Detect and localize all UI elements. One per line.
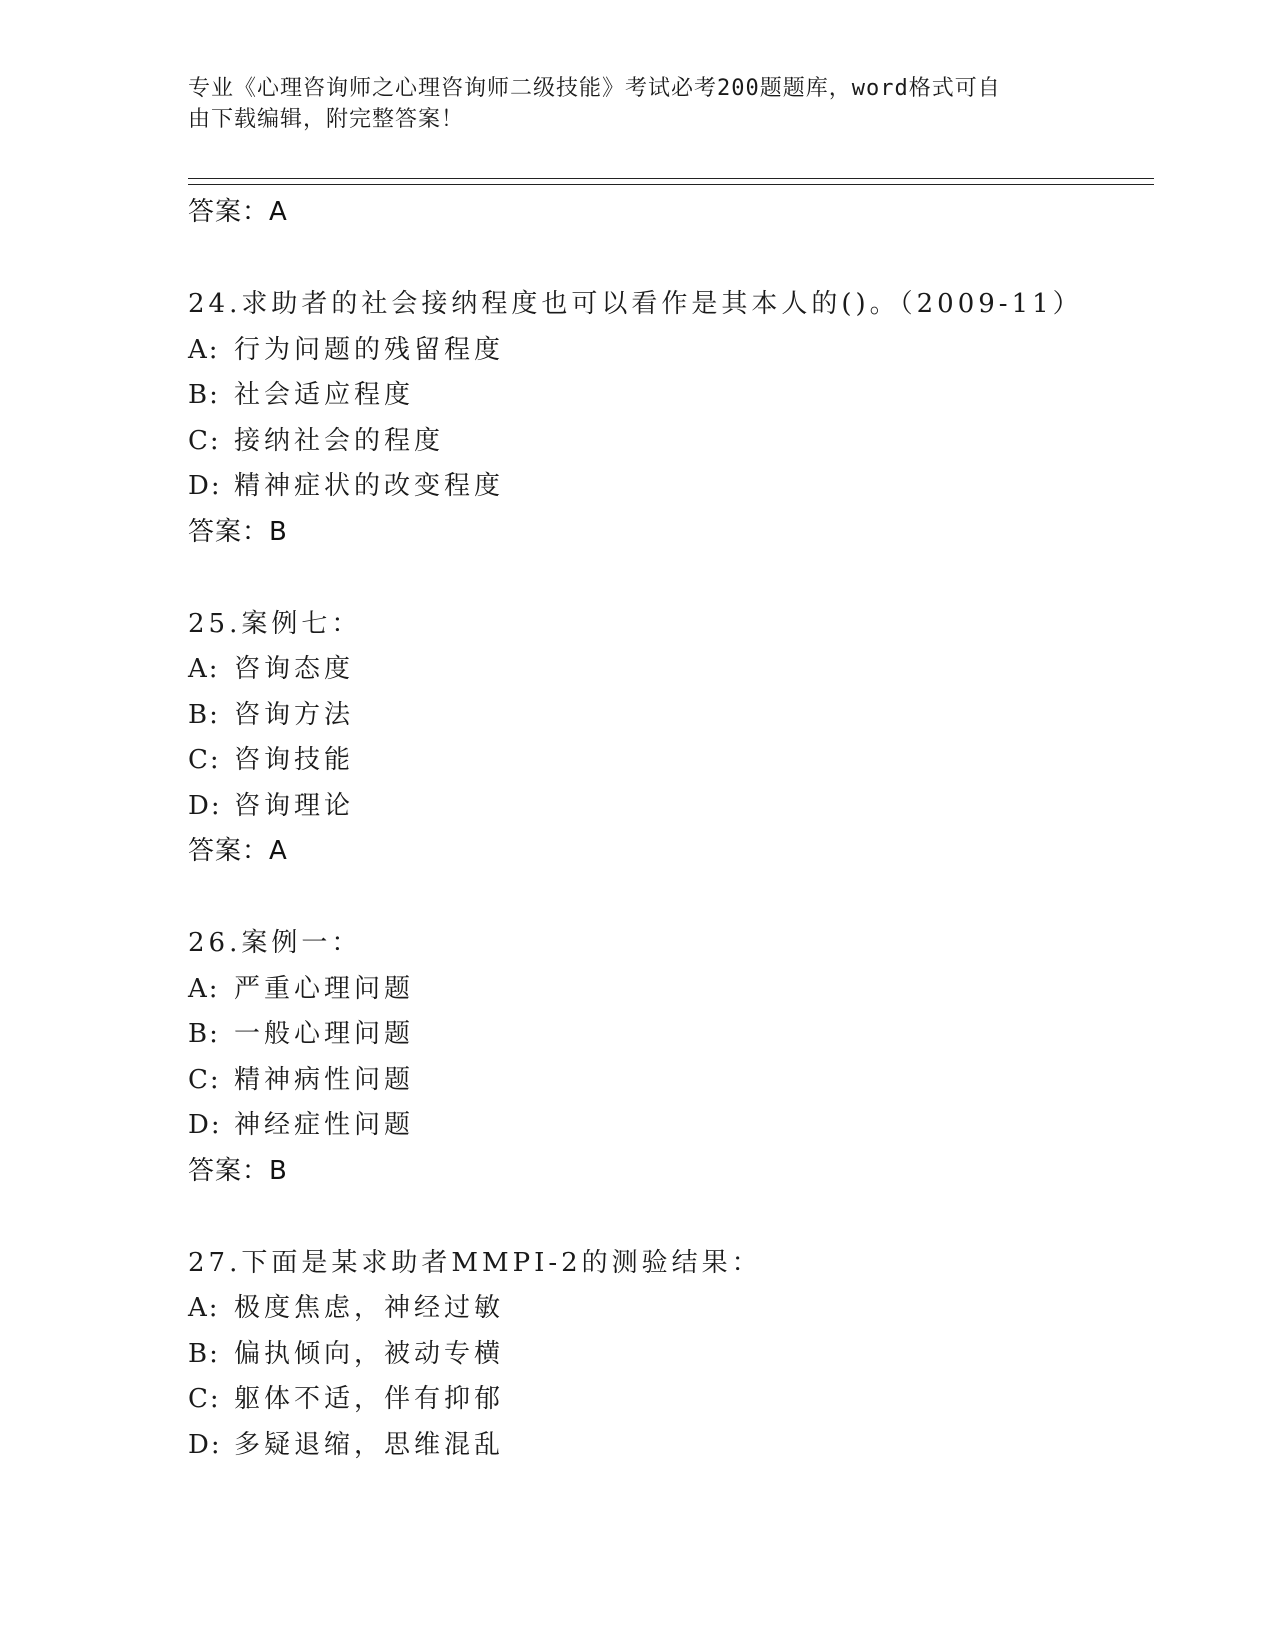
option-a: [188, 1286, 1148, 1332]
option-c: [188, 1058, 1148, 1104]
option-label: B:: [188, 699, 220, 730]
option-b: [188, 693, 1148, 739]
option-text: 躯体不适，伴有抑郁: [234, 1384, 505, 1414]
question-stem: 25.案例七：: [188, 608, 362, 639]
option-d: [188, 1423, 1148, 1469]
option-label: D:: [188, 471, 222, 501]
option-label: A:: [188, 973, 220, 1004]
header-divider-top: [188, 178, 1154, 179]
option-text: 精神症状的改变程度: [234, 471, 505, 501]
option-label: D:: [188, 790, 222, 821]
question-27: [188, 1241, 1148, 1469]
option-text: 严重心理问题: [234, 973, 415, 1004]
option-text: 咨询方法: [234, 699, 355, 730]
question-stem: 26.案例一：: [188, 928, 362, 958]
option-b: [188, 373, 1148, 419]
question-25: [188, 602, 1148, 874]
option-text: 接纳社会的程度: [234, 425, 445, 456]
option-c: [188, 738, 1148, 784]
option-b: [188, 1332, 1148, 1378]
option-label: C:: [188, 745, 221, 775]
answer-line: 答案：B: [188, 516, 288, 547]
option-text: 咨询技能: [234, 745, 355, 775]
option-label: C:: [188, 1384, 221, 1414]
option-text: 极度焦虑，神经过敏: [234, 1293, 505, 1323]
question-26: [188, 921, 1148, 1193]
header-divider-bottom: [188, 184, 1154, 185]
option-label: A:: [188, 334, 220, 365]
option-b: [188, 1012, 1148, 1058]
option-label: D:: [188, 1429, 222, 1460]
option-label: C:: [188, 1064, 221, 1095]
option-label: B:: [188, 1019, 220, 1049]
question-stem: 24.求助者的社会接纳程度也可以看作是其本人的()。（2009-11）: [188, 289, 1083, 319]
option-text: 偏执倾向，被动专横: [234, 1338, 505, 1369]
option-text: 咨询理论: [234, 790, 355, 821]
option-text: 精神病性问题: [234, 1064, 415, 1095]
option-text: 行为问题的残留程度: [234, 334, 505, 365]
option-text: 社会适应程度: [234, 380, 415, 410]
option-text: 咨询态度: [234, 654, 355, 684]
header-line-1: 专业《心理咨询师之心理咨询师二级技能》考试必考200题题库，word格式可自: [188, 76, 1001, 101]
header-line-2: 由下载编辑，附完整答案！: [188, 107, 465, 132]
option-c: [188, 1377, 1148, 1423]
option-label: C:: [188, 425, 221, 456]
option-text: 神经症性问题: [234, 1110, 415, 1140]
option-label: B:: [188, 1338, 220, 1369]
option-a: [188, 328, 1148, 374]
answer-line: 答案：A: [188, 836, 288, 866]
option-text: 一般心理问题: [234, 1019, 415, 1049]
option-d: [188, 464, 1148, 510]
option-label: B:: [188, 380, 220, 410]
question-stem: 27.下面是某求助者MMPI-2的测验结果：: [188, 1247, 762, 1278]
option-a: [188, 647, 1148, 693]
option-d: [188, 1103, 1148, 1149]
option-label: A:: [188, 1293, 220, 1323]
answer-line: 答案：A: [188, 197, 288, 227]
option-label: A:: [188, 654, 220, 684]
option-text: 多疑退缩，思维混乱: [234, 1429, 505, 1460]
question-list: [188, 190, 1148, 1468]
answer-line: 答案：B: [188, 1155, 288, 1186]
document-header: [188, 73, 1088, 135]
option-c: [188, 419, 1148, 465]
option-label: D:: [188, 1110, 222, 1140]
question-24: [188, 282, 1148, 554]
option-a: [188, 967, 1148, 1013]
option-d: [188, 784, 1148, 830]
